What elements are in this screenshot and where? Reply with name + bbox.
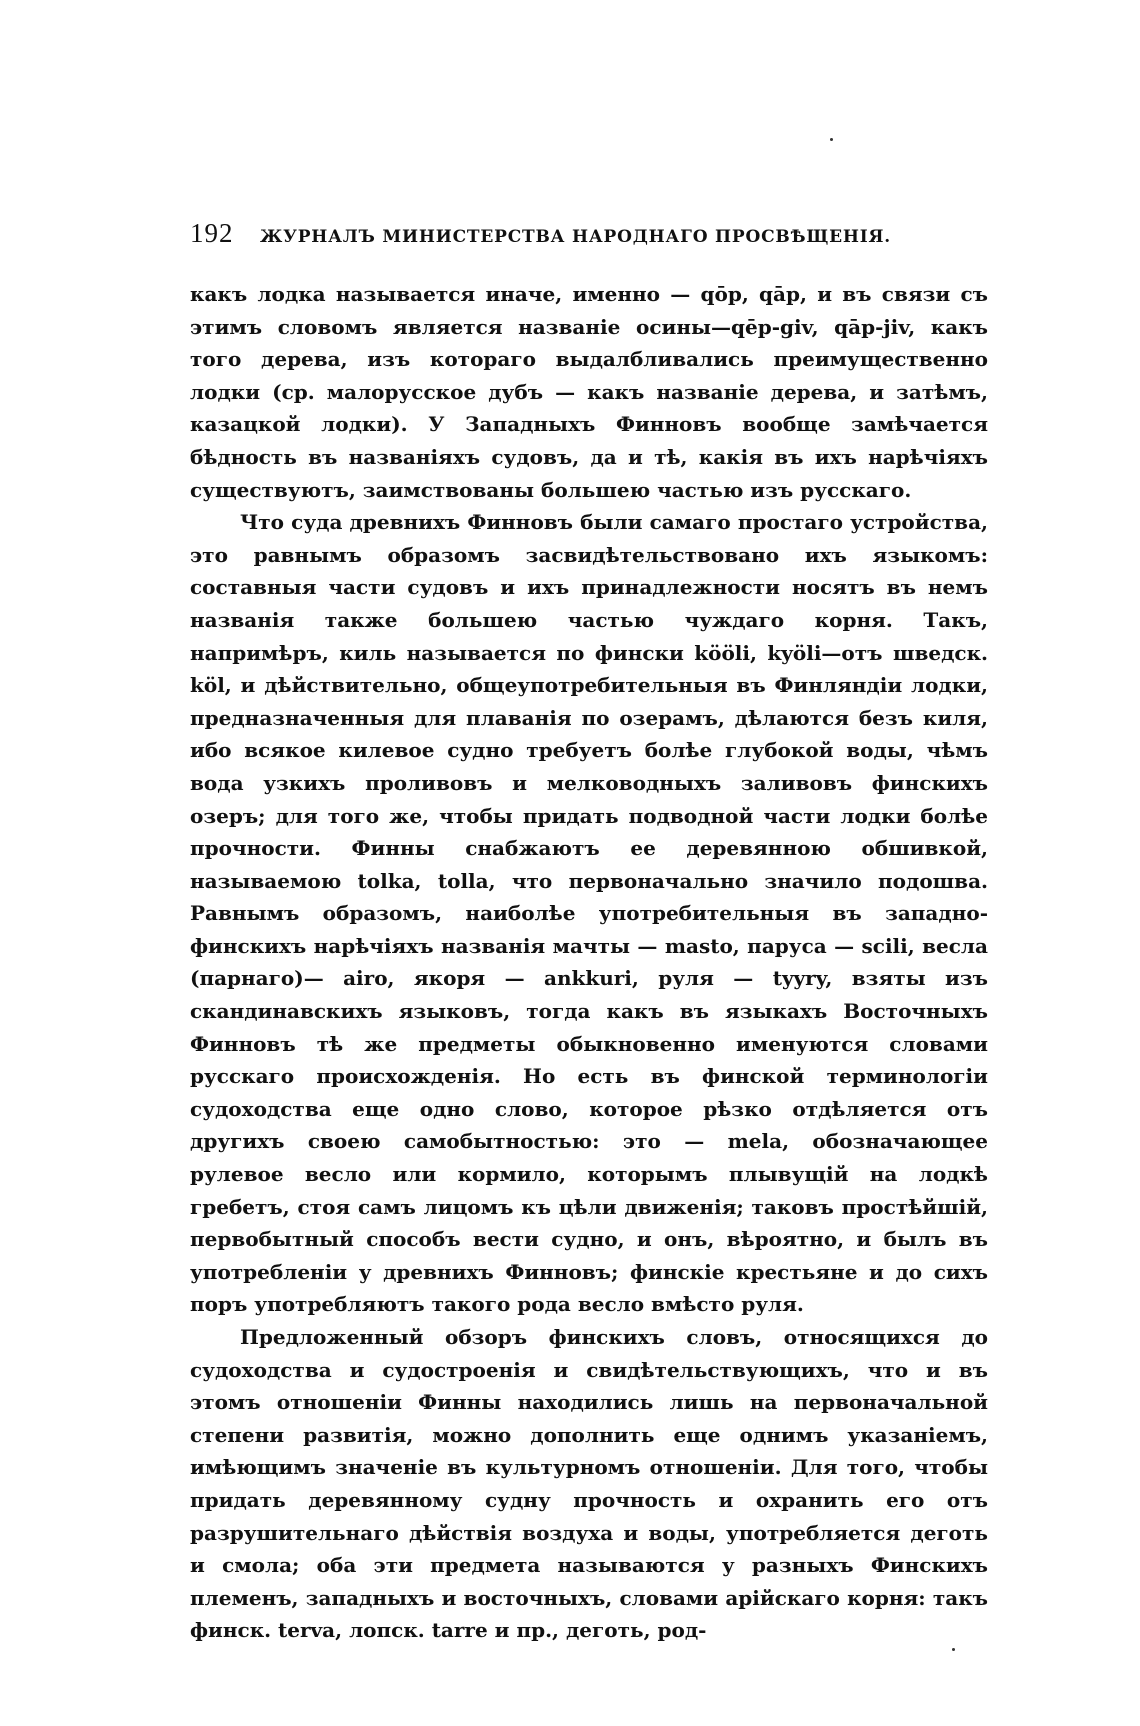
page-number: 192 <box>190 218 234 248</box>
running-head: ЖУРНАЛЪ МИНИСТЕРСТВА НАРОДНАГО ПРОСВѢЩЕНІЯ. <box>260 227 892 247</box>
paragraph-continuation: какъ лодка называется иначе, именно — qōр, qāр, и въ связи съ этимъ словомъ является названіе осины—qēр-giv, qāр-jiv, какъ того дерева, изъ котораго выдалбливались преимущественно лодки (ср. малорусское дубъ — какъ названіе дерева, и затѣмъ, казацкой лодки). У Западныхъ Финновъ вообще замѣчается бѣдность въ названіяхъ судовъ, да и тѣ, какія въ ихъ нарѣчіяхъ существуютъ, заимствованы большею частью изъ русскаго. <box>190 282 988 502</box>
speck-mark <box>952 1648 955 1651</box>
paragraph-tar-and-pitch: Предложенный обзоръ финскихъ словъ, относящихся до судоходства и судостроенія и свидѣтельствующихъ, что и въ этомъ отношеніи Финны находились лишь на первоначальной степени развитія, можно дополнить еще однимъ указаніемъ, имѣющимъ значеніе въ культурномъ отношеніи. Для того, чтобы придать деревянному судну прочность и охранить его отъ разрушительнаго дѣйствія воздуха и воды, употребляется деготь и смола; оба эти предмета называются у разныхъ Финскихъ племенъ, западныхъ и восточныхъ, словами арійскаго корня: такъ финск. terva, лопск. tarre и пр., деготь, род- <box>190 1325 988 1643</box>
speck-mark <box>830 138 833 141</box>
page-header <box>190 218 990 258</box>
paragraph-ship-construction: Что суда древнихъ Финновъ были самаго простаго устройства, это равнымъ образомъ засвидѣтельствовано ихъ языкомъ: составныя части судовъ и ихъ принадлежности носятъ въ немъ названія также большею частью чуждаго корня. Такъ, напримѣръ, киль называется по фински kööli, kyöli—отъ шведск. köl, и дѣйствительно, общеупотребительныя въ Финляндіи лодки, предназначенныя для плаванія по озерамъ, дѣлаются безъ киля, ибо всякое килевое судно требуетъ болѣе глубокой воды, чѣмъ вода узкихъ проливовъ и мелководныхъ заливовъ финскихъ озеръ; для того же, чтобы придать подводной части лодки болѣе прочности. Финны снабжаютъ ее деревянною обшивкой, называемою tolka, tolla, что первоначально значило подошва. Равнымъ образомъ, наиболѣе употребительныя въ западно-финскихъ нарѣчіяхъ названія мачты — masto, паруса — scili, весла (парнаго)— airo, якоря — ankkuri, руля — tyyry, взяты изъ скандинавскихъ языковъ, тогда какъ въ языкахъ Восточныхъ Финновъ тѣ же предметы обыкновенно именуются словами русскаго происхожденія. Но есть въ финской терминологіи судоходства еще одно слово, которое рѣзко отдѣляется отъ другихъ своею самобытностью: это — mela, обозначающее рулевое весло или кормило, которымъ плывущій на лодкѣ гребетъ, стоя самъ лицомъ къ цѣли движенія; таковъ простѣйшій, первобытный способъ вести судно, и онъ, вѣроятно, и былъ въ употребленіи у древнихъ Финновъ; финскіе крестьяне и до сихъ поръ употребляютъ такого рода весло вмѣсто руля. <box>190 510 988 1317</box>
body-text <box>190 278 988 1647</box>
